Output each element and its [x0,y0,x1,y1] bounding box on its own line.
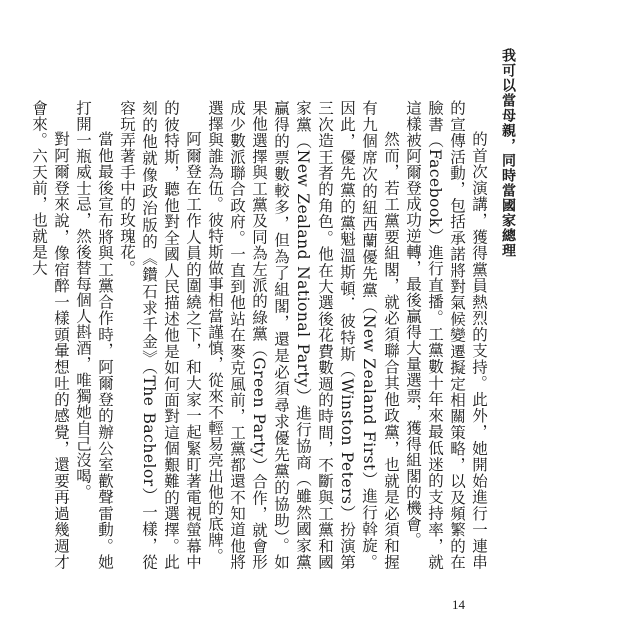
page-number: 14 [452,597,465,612]
paragraph: 然而，若工黨要組閣，就必須聯合其他政黨，也就是必須和握有九個席次的紐西蘭優先黨（New Zealand First）進行斡旋。因此，優先黨的黨魁溫斯頓．彼特斯（Winston Peters）扮演第三次造王者的角色。他在大選後花費數週的時間，不斷與工黨和國家黨（New Zealand National Party）進行協商（雖然國家黨贏得的票數較多，但為了組閣，還是必須尋求優先黨的協助）。如果他選擇與工黨及同為左派的綠黨（Green Party）合作，就會形成少數派聯合政府。一直到他站在麥克風前，工黨都還不知道他將選擇與誰為伍。彼特斯做事相當謹慎，從來不輕易亮出他的底牌。 [206,100,400,570]
running-header: 我可以當母親，同時當國家總理 [500,48,516,258]
paragraph: 對阿爾登來說，像宿醉一樣頭暈想吐的感覺，還要再過幾週才會來。六天前，也就是大 [30,100,70,570]
paragraph: 當他最後宣布將與工黨合作時，阿爾登的辦公室歡聲雷動。她打開一瓶威士忌，然後替每個人斟酒，唯獨她自己沒喝。 [74,100,114,570]
body-text [30,100,490,570]
paragraph: 阿爾登在工作人員的圍繞之下，和大家一起緊盯著電視螢幕中的彼特斯，聽他對全國人民描述他是如何面對這個艱難的選擇。此刻的他就像政治版的《鑽石求千金》（The Bachelor）一樣，從容玩弄著手中的玫瑰花。 [118,100,202,570]
paragraph: 的首次演講，獲得黨員熱烈的支持。此外，她開始進行一連串的宣傳活動，包括承諾將對氣候變遷擬定相關策略，以及頻繁的在臉書（Facebook）進行直播。工黨數十年來最低迷的支持率，就這樣被阿爾登成功逆轉，最後贏得大量選票，獲得組閣的機會。 [404,100,488,570]
